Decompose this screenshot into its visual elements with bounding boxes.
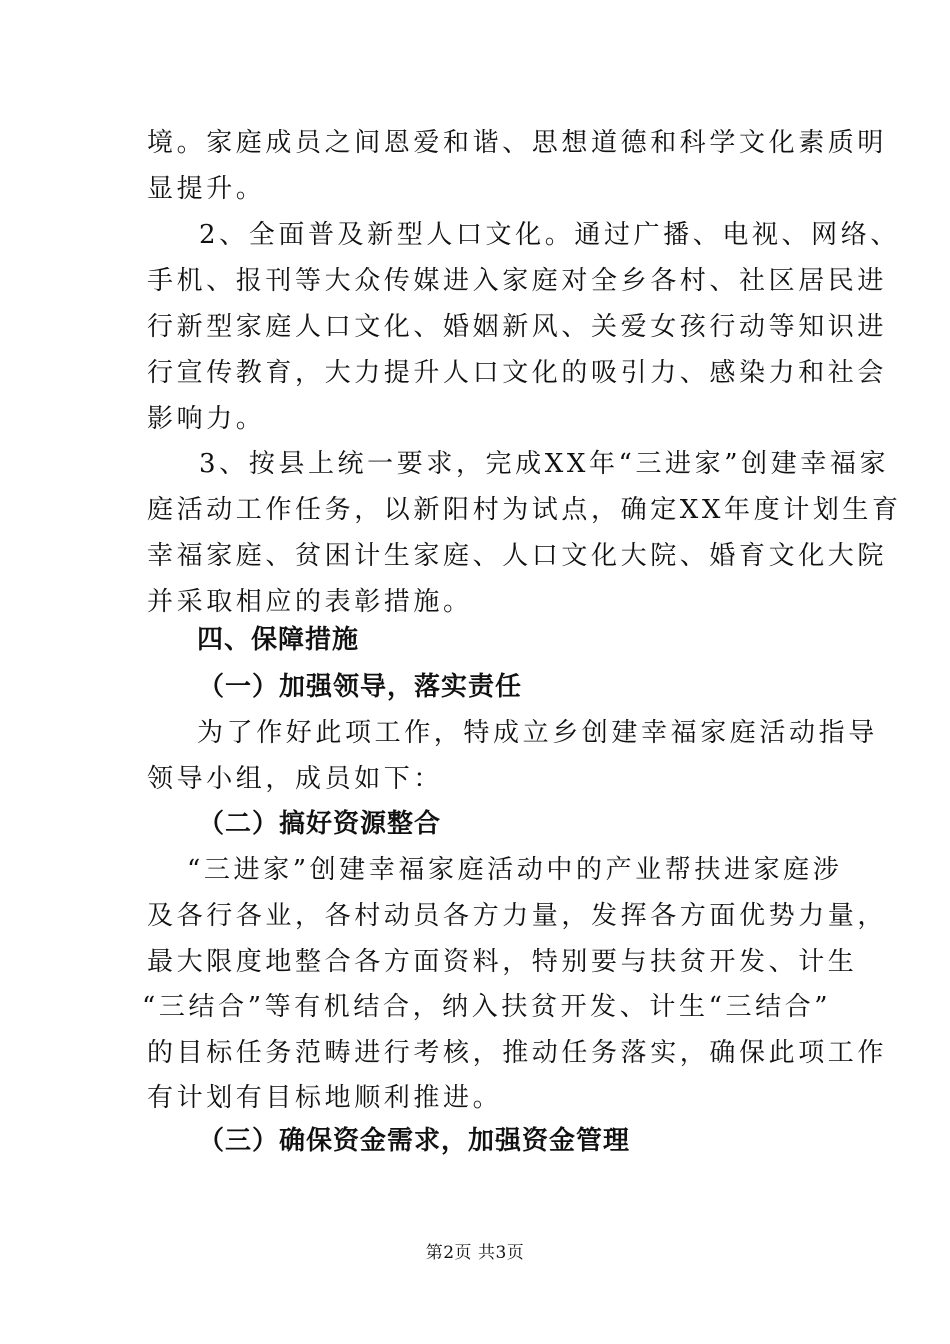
- paragraph-line: 的目标任务范畴进行考核，推动任务落实，确保此项工作: [147, 1038, 888, 1068]
- section-heading: 四、保障措施: [197, 625, 360, 655]
- paragraph-line: 2、全面普及新型人口文化。通过广播、电视、网络、: [199, 220, 900, 250]
- subsection-heading: （二）搞好资源整合: [198, 809, 442, 839]
- page-number-footer: 第2页 共3页: [425, 1243, 525, 1263]
- subsection-heading: （一）加强领导，落实责任: [198, 672, 523, 702]
- paragraph-line: 最大限度地整合各方面资料，特别要与扶贫开发、计生: [147, 947, 858, 977]
- paragraph-line: “三结合”等有机结合，纳入扶贫开发、计生“三结合”: [142, 992, 832, 1022]
- paragraph-line: 有计划有目标地顺利推进。: [147, 1083, 503, 1113]
- subsection-heading: （三）确保资金需求，加强资金管理: [198, 1126, 631, 1156]
- paragraph-line: 行宣传教育，大力提升人口文化的吸引力、感染力和社会: [147, 358, 888, 388]
- paragraph-line: 领导小组，成员如下：: [147, 764, 444, 794]
- paragraph-line: “三进家”创建幸福家庭活动中的产业帮扶进家庭涉: [187, 855, 843, 885]
- paragraph-line: 手机、报刊等大众传媒进入家庭对全乡各村、社区居民进: [147, 266, 888, 296]
- paragraph-line: 庭活动工作任务，以新阳村为试点，确定XX年度计划生育: [147, 495, 902, 525]
- paragraph-line: 及各行各业，各村动员各方力量，发挥各方面优势力量，: [147, 901, 888, 931]
- paragraph-line: 行新型家庭人口文化、婚姻新风、关爱女孩行动等知识进: [147, 312, 888, 342]
- paragraph-line: 3、按县上统一要求，完成XX年“三进家”创建幸福家: [199, 449, 890, 479]
- paragraph-line: 境。家庭成员之间恩爱和谐、思想道德和科学文化素质明: [147, 128, 888, 158]
- paragraph-line: 显提升。: [147, 174, 266, 204]
- paragraph-line: 影响力。: [147, 404, 266, 434]
- paragraph-line: 并采取相应的表彰措施。: [147, 587, 473, 617]
- paragraph-line: 幸福家庭、贫困计生家庭、人口文化大院、婚育文化大院: [147, 541, 888, 571]
- paragraph-line: 为了作好此项工作，特成立乡创建幸福家庭活动指导: [197, 718, 878, 748]
